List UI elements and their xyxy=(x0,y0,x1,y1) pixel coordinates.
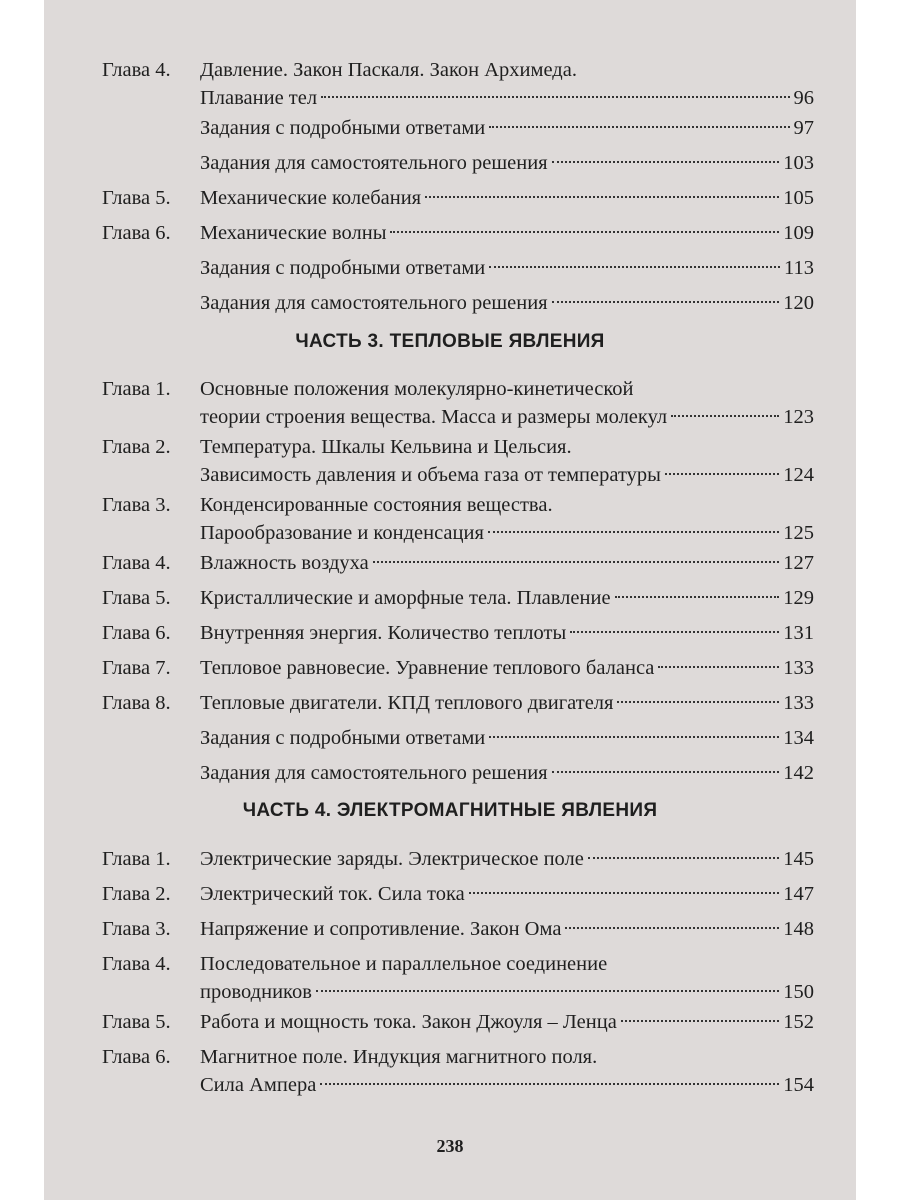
entry-title: Работа и мощность тока. Закон Джоуля – Ленца xyxy=(200,1011,617,1033)
dot-leader xyxy=(671,415,779,417)
section-title: ЧАСТЬ 4. ЭЛЕКТРОМАГНИТНЫЕ ЯВЛЕНИЯ xyxy=(242,800,658,821)
page-ref: 123 xyxy=(783,406,814,428)
page-ref: 154 xyxy=(783,1074,814,1096)
entry-title: Сила Ампера xyxy=(200,1074,317,1096)
dot-leader xyxy=(488,531,779,533)
dot-leader xyxy=(373,561,780,563)
entry-title: Магнитное поле. Индукция магнитного поля. xyxy=(200,1046,598,1068)
dot-leader xyxy=(588,857,779,859)
chapter-label: Глава 3. xyxy=(102,918,171,940)
chapter-label: Глава 3. xyxy=(102,494,171,516)
entry-title: Механические колебания xyxy=(200,187,422,209)
dot-leader xyxy=(565,927,779,929)
page-ref: 96 xyxy=(793,87,814,109)
chapter-label: Глава 4. xyxy=(102,552,171,574)
entry-title: Тепловые двигатели. КПД теплового двигателя xyxy=(200,692,614,714)
entry-title: Последовательное и параллельное соединение xyxy=(200,953,608,975)
entry-title: Механические волны xyxy=(200,222,387,244)
entry-title: Задания для самостоятельного решения xyxy=(200,762,548,784)
page-ref: 120 xyxy=(783,292,814,314)
chapter-label: Глава 5. xyxy=(102,1011,171,1033)
entry-title: Задания с подробными ответами xyxy=(200,117,486,139)
chapter-label: Глава 6. xyxy=(102,622,171,644)
entry-title: Задания для самостоятельного решения xyxy=(200,292,548,314)
page-ref: 109 xyxy=(783,222,814,244)
dot-leader xyxy=(621,1020,779,1022)
dot-leader xyxy=(425,196,779,198)
chapter-label: Глава 5. xyxy=(102,187,171,209)
page-ref: 105 xyxy=(783,187,814,209)
dot-leader xyxy=(615,596,780,598)
page-ref: 97 xyxy=(793,117,814,139)
book-page xyxy=(44,0,856,1200)
entry-title: Электрические заряды. Электрическое поле xyxy=(200,848,584,870)
chapter-label: Глава 6. xyxy=(102,222,171,244)
dot-leader xyxy=(469,892,780,894)
dot-leader xyxy=(617,701,779,703)
dot-leader xyxy=(552,771,780,773)
dot-leader xyxy=(489,126,789,128)
page-ref: 103 xyxy=(783,152,814,174)
dot-leader xyxy=(320,1083,779,1085)
dot-leader xyxy=(570,631,779,633)
entry-title: Зависимость давления и объема газа от температуры xyxy=(200,464,661,486)
table-of-contents xyxy=(44,0,856,1120)
page-ref: 152 xyxy=(783,1011,814,1033)
entry-title: Тепловое равновесие. Уравнение теплового баланса xyxy=(200,657,655,679)
entry-title: Задания для самостоятельного решения xyxy=(200,152,548,174)
entry-title: проводников xyxy=(200,981,312,1003)
section-title: ЧАСТЬ 3. ТЕПЛОВЫЕ ЯВЛЕНИЯ xyxy=(295,331,605,352)
dot-leader xyxy=(552,301,780,303)
chapter-label: Глава 7. xyxy=(102,657,171,679)
entry-title: Внутренняя энергия. Количество теплоты xyxy=(200,622,567,644)
chapter-label: Глава 4. xyxy=(102,953,171,975)
dot-leader xyxy=(390,231,779,233)
dot-leader xyxy=(658,666,779,668)
chapter-label: Глава 1. xyxy=(102,378,171,400)
page-ref: 125 xyxy=(783,522,814,544)
page-ref: 148 xyxy=(783,918,814,940)
entry-title: Влажность воздуха xyxy=(200,552,369,574)
page-ref: 133 xyxy=(783,657,814,679)
chapter-label: Глава 2. xyxy=(102,436,171,458)
entry-title: теории строения вещества. Масса и размеры молекул xyxy=(200,406,668,428)
page-number: 238 xyxy=(436,1136,464,1156)
dot-leader xyxy=(665,473,779,475)
chapter-label: Глава 6. xyxy=(102,1046,171,1068)
entry-title: Плавание тел xyxy=(200,87,318,109)
dot-leader xyxy=(552,161,780,163)
entry-title: Задания с подробными ответами xyxy=(200,727,486,749)
entry-title: Основные положения молекулярно-кинетической xyxy=(200,378,634,400)
chapter-label: Глава 2. xyxy=(102,883,171,905)
page-ref: 133 xyxy=(783,692,814,714)
page-ref: 134 xyxy=(783,727,814,749)
page-ref: 147 xyxy=(783,883,814,905)
page-ref: 145 xyxy=(783,848,814,870)
dot-leader xyxy=(489,266,780,268)
chapter-label: Глава 4. xyxy=(102,59,171,81)
entry-title: Парообразование и конденсация xyxy=(200,522,484,544)
entry-title: Давление. Закон Паскаля. Закон Архимеда. xyxy=(200,59,577,81)
entry-title: Напряжение и сопротивление. Закон Ома xyxy=(200,918,562,940)
dot-leader xyxy=(489,736,779,738)
entry-title: Задания с подробными ответами xyxy=(200,257,486,279)
page-ref: 124 xyxy=(783,464,814,486)
page-ref: 129 xyxy=(783,587,814,609)
dot-leader xyxy=(316,990,779,992)
chapter-label: Глава 5. xyxy=(102,587,171,609)
dot-leader xyxy=(321,96,789,98)
entry-title: Электрический ток. Сила тока xyxy=(200,883,465,905)
entry-title: Температура. Шкалы Кельвина и Цельсия. xyxy=(200,436,572,458)
page-ref: 113 xyxy=(784,257,814,279)
page-ref: 131 xyxy=(783,622,814,644)
entry-title: Кристаллические и аморфные тела. Плавление xyxy=(200,587,611,609)
chapter-label: Глава 1. xyxy=(102,848,171,870)
page-ref: 150 xyxy=(783,981,814,1003)
page-ref: 142 xyxy=(783,762,814,784)
entry-title: Конденсированные состояния вещества. xyxy=(200,494,553,516)
page-ref: 127 xyxy=(783,552,814,574)
chapter-label: Глава 8. xyxy=(102,692,171,714)
